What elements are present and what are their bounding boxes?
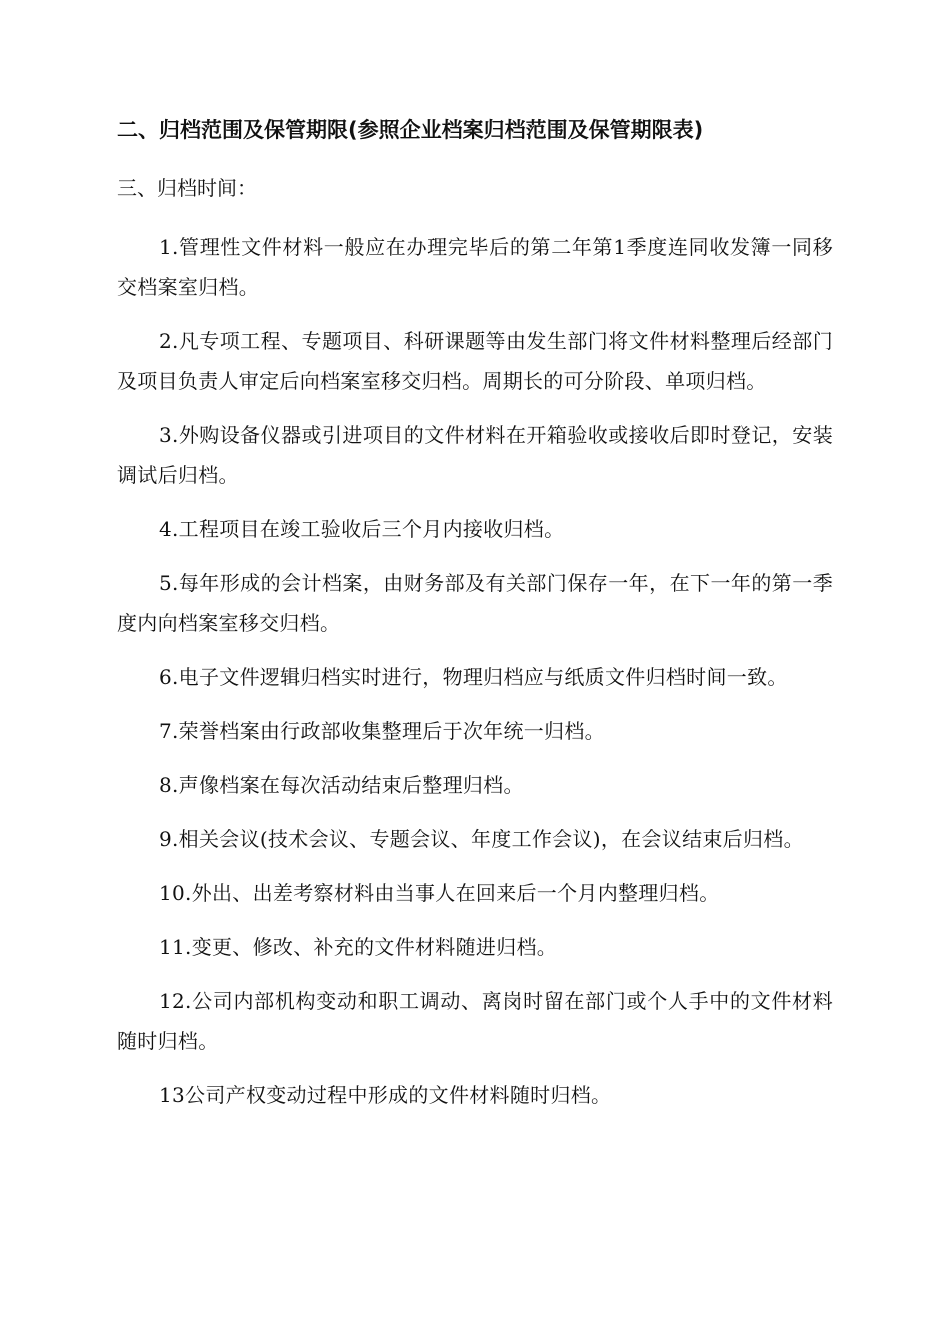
section-heading-archive-scope: 二、归档范围及保管期限(参照企业档案归档范围及保管期限表) <box>117 118 704 142</box>
list-item: 2.凡专项工程、专题项目、科研课题等由发生部门将文件材料整理后经部门及项目负责人审定后向档案室移交归档。周期长的可分阶段、单项归档。 <box>117 329 833 393</box>
list-item: 13公司产权变动过程中形成的文件材料随时归档。 <box>159 1083 612 1107</box>
list-item: 7.荣誉档案由行政部收集整理后于次年统一归档。 <box>159 719 605 743</box>
list-item: 6.电子文件逻辑归档实时进行，物理归档应与纸质文件归档时间一致。 <box>159 665 788 689</box>
list-item: 1.管理性文件材料一般应在办理完毕后的第二年第1季度连同收发簿一同移交档案室归档。 <box>117 235 833 299</box>
list-item: 5.每年形成的会计档案，由财务部及有关部门保存一年，在下一年的第一季度内向档案室移交归档。 <box>117 571 833 635</box>
document-page <box>117 115 833 1129</box>
list-item: 4.工程项目在竣工验收后三个月内接收归档。 <box>159 517 565 541</box>
section-title-archive-time: 三、归档时间： <box>117 176 257 200</box>
list-item: 12.公司内部机构变动和职工调动、离岗时留在部门或个人手中的文件材料随时归档。 <box>117 989 833 1053</box>
list-item: 11.变更、修改、补充的文件材料随进归档。 <box>159 935 558 959</box>
list-item: 8.声像档案在每次活动结束后整理归档。 <box>159 773 524 797</box>
list-item: 9.相关会议(技术会议、专题会议、年度工作会议)，在会议结束后归档。 <box>159 827 804 851</box>
list-item: 3.外购设备仪器或引进项目的文件材料在开箱验收或接收后即时登记，安装调试后归档。 <box>117 423 833 487</box>
list-item: 10.外出、出差考察材料由当事人在回来后一个月内整理归档。 <box>159 881 720 905</box>
